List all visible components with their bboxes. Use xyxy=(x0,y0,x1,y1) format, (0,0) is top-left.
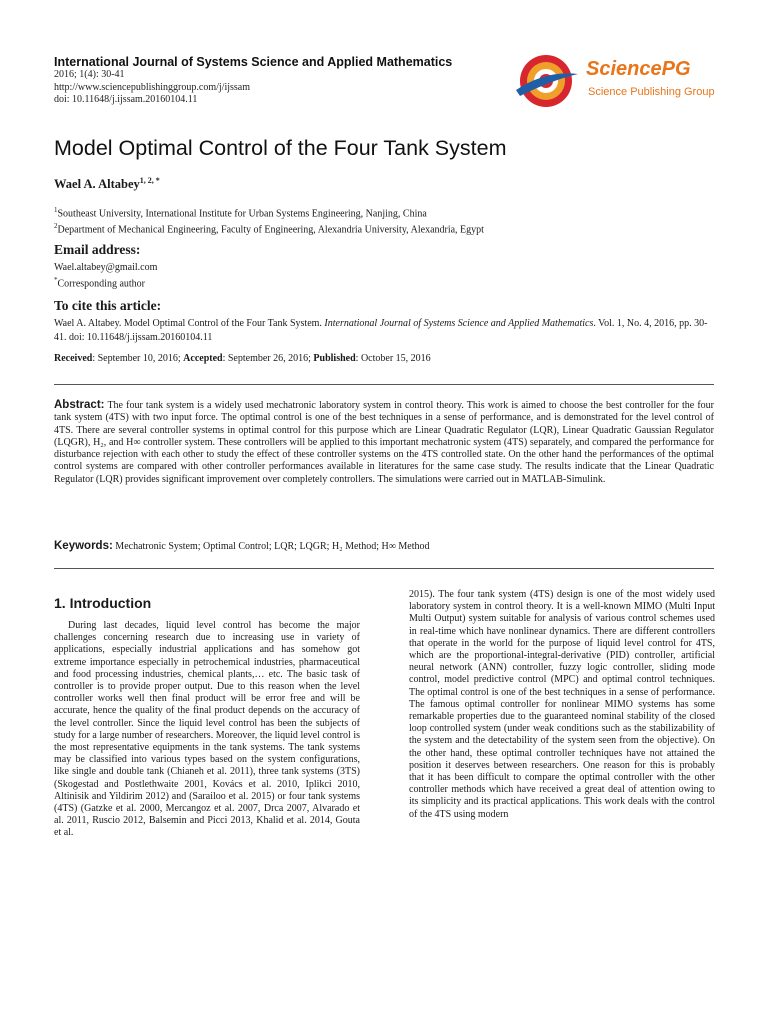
email-heading: Email address: xyxy=(54,242,141,257)
published-label: Published xyxy=(313,353,356,364)
header-divider xyxy=(54,384,714,385)
introduction-column-right: 2015). The four tank system (4TS) design is one of the most widely used laboratory system in control theory. It is a well-known MIMO (Multi Input Multi Output) system suitable for analysis of various control schemes used in real-time which have nonlinear dynamics. There are different controllers that operate in the world for the purpose of liquid level control for 4TS, which are the proportional-integral-derivative (PID) controller, artificial neural network (ANN) controller, fuzzy logic controller, sliding mode control, model predictive control (MPC) and optimal control techniques. The optimal control is one of the best techniques in a sense of performance. The famous optimal controller for nonlinear MIMO systems has some remarkable properties due to the guaranteed nominal stability of the closed loop controlled system (under weak conditions such as the stabilizability of the system and the detectability of the system seen from the objective). On the other hand, these optimal controller techniques have not attained the position it deserves between researchers. One reason for this is probably that it has been difficult to compare the optimal controller with the other controller methods which have received a great deal of attention owing to its simplicity and its practical applications. This work deals with the control of the 4TS using modern xyxy=(409,589,715,820)
cite-heading: To cite this article: xyxy=(54,298,162,313)
sciencepg-logo xyxy=(512,50,722,112)
abstract-divider xyxy=(54,568,714,569)
logo-subtitle: Science Publishing Group xyxy=(588,86,715,98)
accepted-label: Accepted xyxy=(183,353,223,364)
header-doi: doi: 10.11648/j.ijssam.20160104.11 xyxy=(54,94,198,105)
keywords-label: Keywords: xyxy=(54,540,113,552)
citation-part-2: . Vol. 1, No. 4, 2016, pp. 30-41. doi: 10.11648/j.ijssam.20160104.11 xyxy=(54,318,708,343)
sciencepg-logo-icon xyxy=(512,50,582,112)
abstract xyxy=(54,399,714,486)
accepted-date: : September 26, 2016; xyxy=(222,353,314,364)
affiliation-2 xyxy=(54,222,484,235)
affiliation-1-text: Southeast University, International Institute for Urban Systems Engineering, Nanjing, China xyxy=(57,208,427,220)
affiliation-2-mark: 2 xyxy=(54,222,58,230)
published-date: : October 15, 2016 xyxy=(355,353,431,364)
citation-journal: International Journal of Systems Science and Applied Mathematics xyxy=(324,318,594,329)
logo-name: SciencePG xyxy=(586,58,691,80)
citation-part-1: Wael A. Altabey. Model Optimal Control of the Four Tank System. xyxy=(54,318,325,329)
received-label: Received xyxy=(54,353,93,364)
article-title: Model Optimal Control of the Four Tank System xyxy=(54,136,507,160)
corresponding-text: Corresponding author xyxy=(57,278,145,290)
journal-url[interactable]: http://www.sciencepublishinggroup.com/j/ijssam xyxy=(54,81,250,93)
article-dates xyxy=(54,353,431,364)
received-date: : September 10, 2016; xyxy=(92,353,184,364)
corresponding-mark: * xyxy=(54,276,58,284)
author-affiliation-marks: 1, 2, * xyxy=(139,176,160,185)
introduction-heading: 1. Introduction xyxy=(54,595,152,611)
affiliation-1 xyxy=(54,206,427,219)
affiliation-2-text: Department of Mechanical Engineering, Faculty of Engineering, Alexandria University, Alexandria, Egypt xyxy=(57,224,484,236)
citation-text xyxy=(54,317,714,345)
abstract-text: The four tank system is a widely used mechatronic laboratory system in control theory. This work is aimed to choose the best controller for the four tank system (4TS) with two input force. The optimal control is one of the best techniques in a sense of performance, and is demonstrated for the level control of 4TS. There are several controller systems in optimal control for this purpose which are Linear Quadratic Regulator (LQR), Linear Quadratic Gaussian Regulator (LQGR), H₂, and H∞ controller system. These controllers will be applied to this important mechatronic system (4TS) separately, and compared the performance for disturbance rejection with each other to study the effect of these controller systems on the 4TS controlled state. On the other hand the performances of the optimal control systems are compared with other controller performances available in literatures for the same case study. The results indicate that the Linear Quadratic Regulator (LQR) provides significant improvement over completely controllers. The simulations were carried out in MATLAB-Simulink. xyxy=(54,400,715,485)
affiliation-1-mark: 1 xyxy=(54,206,58,214)
author-name: Wael A. Altabey xyxy=(54,177,140,192)
journal-header xyxy=(54,55,514,107)
abstract-label: Abstract: xyxy=(54,399,105,411)
keywords-text: Mechatronic System; Optimal Control; LQR; LQGR; H₂ Method; H∞ Method xyxy=(115,541,430,552)
introduction-column-left: During last decades, liquid level control has become the major challenges concerning research due to increasing use in variety of applications, especially industrial applications and has somehow got extreme importance especially in petrochemical industries, pharmaceutical and food processing industries, chemical plants,… etc. The basic task of controller is to provide proper output. Due to this reason when the level controller works well then final product will be error free and will be accurate, hence the quality of the final product depends on the accuracy of the level controller. Since the liquid level control has been the subjects of study for a large number of researchers. Moreover, the liquid level control is the most representative equipments in the tank systems. The tank systems may be classified into various types based on the system configurations, like single and double tank (Chianeh et al. 2011), three tank systems (3TS) (Skogestad and Postlethwaite 2001, Kovács et al. 2010, Iplikci 2010, Altinisik and Yildirim 2012) and (Sarailoo et al. 2015) or four tank systems (4TS) (Gatzke et al. 2000, Mercangoz et al. 2007, Drca 2007, Alvarado et al. 2011, Ruscio 2012, Balsemin and Picci 2013, Khalid et al. 2014, Gouta et al. xyxy=(54,620,360,839)
keywords xyxy=(54,540,714,552)
journal-name: International Journal of Systems Science and Applied Mathematics xyxy=(54,55,453,69)
corresponding-author-note xyxy=(54,276,145,289)
volume-pages: 2016; 1(4): 30-41 xyxy=(54,69,125,80)
author-line xyxy=(54,176,160,192)
email-address[interactable]: Wael.altabey@gmail.com xyxy=(54,262,158,273)
